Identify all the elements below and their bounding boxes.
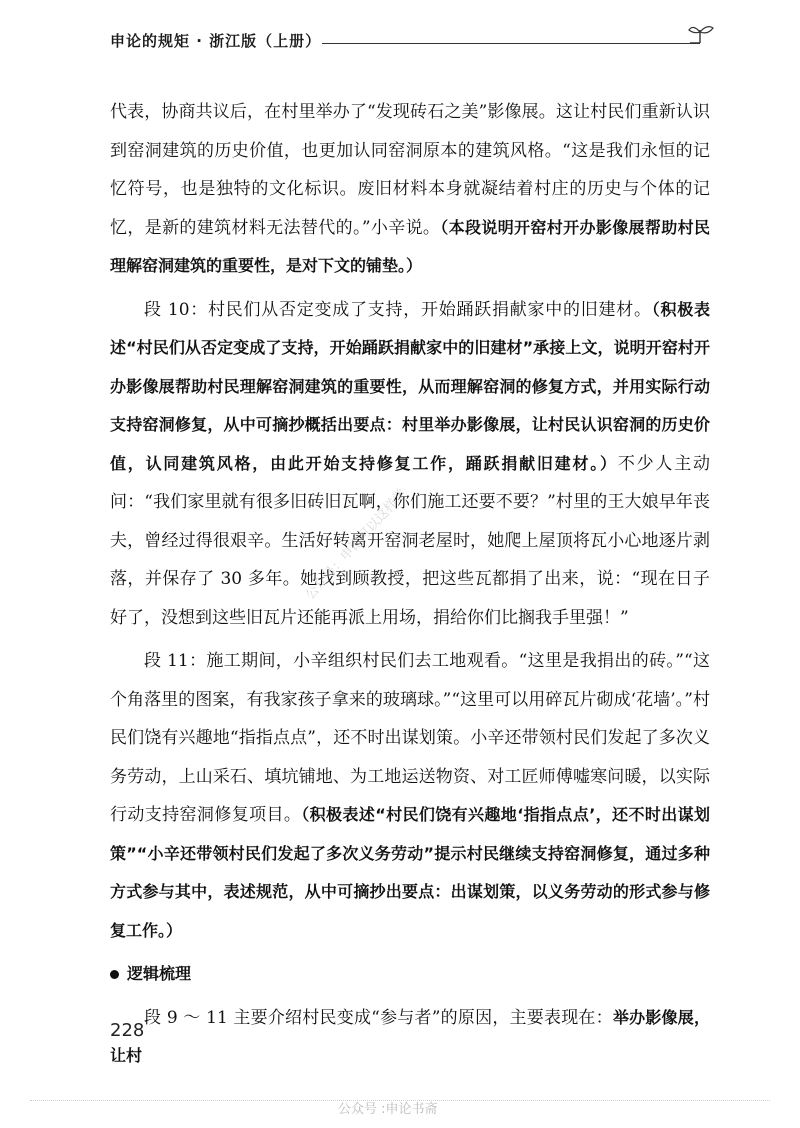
sprout-icon — [688, 24, 714, 54]
page-body — [110, 93, 710, 1081]
paragraph-1 — [110, 93, 710, 286]
watermark: 公众号：申论可以这样学 — [302, 486, 410, 603]
section-heading — [110, 955, 710, 994]
header-rule — [322, 43, 700, 44]
paragraph-2-note: （积极表述“村民们从否定变成了支持，开始踊跃捐献家中的旧建材”承接上文，说明开窑村开办影像展帮助村民理解窑洞建筑的重要性，从而理解窑洞的修复方式，并用实际行动支持窑洞修复，从中可摘抄概括出要点：村里举办影像展，让村民认识窑洞的历史价值，认同建筑风格，由此开始支持修复工作，踊跃捐献旧建材。） — [110, 299, 710, 473]
paragraph-3-note: （积极表述“村民们饶有兴趣地‘指指点点’，还不时出谋划策”“小辛还带领村民们发起了多次义务劳动”提示村民继续支持窑洞修复，通过多种方式参与其中，表述规范，从中可摘抄出要点：出谋划策，以义务劳动的形式参与修复工作。） — [110, 805, 710, 940]
running-header — [110, 24, 710, 64]
paragraph-4 — [110, 999, 710, 1076]
bullet-icon — [110, 970, 119, 979]
paragraph-4-lead: 段 9 ～ 11 主要介绍村民变成“参与者”的原因，主要表现在： — [144, 1007, 613, 1028]
running-header-title: 申论的规矩 · 浙江版（上册） — [110, 32, 322, 50]
page-number: 228 — [110, 1020, 145, 1041]
paragraph-3-text: 段 11：施工期间，小辛组织村民们去工地观看。“这里是我捐出的砖。”“这个角落里的图案，有我家孩子拿来的玻璃球。”“这里可以用碎瓦片砌成‘花墙’。”村民们饶有兴趣地“指指点点”，还不时出谋划策。小辛还带领村民们发起了多次义务劳动，上山采石、填坑铺地、为工地运送物资、对工匠师傅嘘寒问暖，以实际行动支持窑洞修复项目。 — [110, 651, 710, 825]
paragraph-4-note: 举办影像展，让村 — [110, 1007, 710, 1065]
paragraph-1-text: 代表，协商共议后，在村里举办了“发现砖石之美”影像展。这让村民们重新认识到窑洞建筑的历史价值，也更加认同窑洞原本的建筑风格。“这是我们永恒的记忆符号，也是独特的文化标识。废旧材料本身就凝结着村庄的历史与个体的记忆，是新的建筑材料无法替代的。”小辛说。 — [110, 102, 710, 238]
section-heading-text: 逻辑梳理 — [127, 964, 192, 983]
paragraph-2 — [110, 291, 710, 638]
paragraph-1-note: （本段说明开窑村开办影像展帮助村民理解窑洞建筑的重要性，是对下文的铺垫。） — [110, 217, 710, 275]
footer-watermark: 公众号 :申论书斋 — [338, 1102, 438, 1117]
paragraph-3 — [110, 642, 710, 950]
paragraph-2-lead: 段 10：村民们从否定变成了支持，开始踊跃捐献家中的旧建材。 — [144, 299, 652, 320]
paragraph-2-tail: 不少人主动问：“我们家里就有很多旧砖旧瓦啊，你们施工还要不要？”村里的王大娘早年丧夫，曾经过得很艰辛。生活好转离开窑洞老屋时，她爬上屋顶将瓦小心地逐片剥落，并保存了 30 多年。她找到顾教授，把这些瓦都捐了出来，说：“现在日子好了，没想到这些旧瓦片还能再派上用场，捐给你们比搁我手里强！” — [110, 453, 710, 628]
